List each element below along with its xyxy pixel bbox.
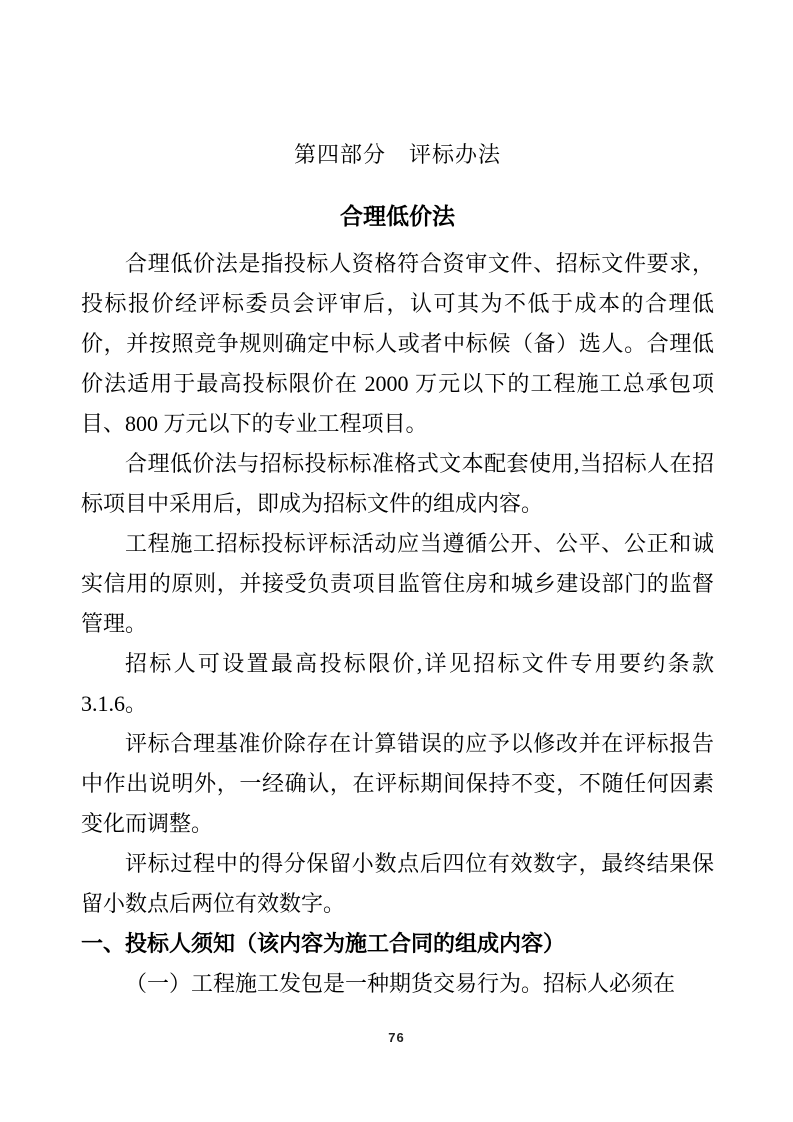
paragraph-3: 工程施工招标投标评标活动应当遵循公开、公平、公正和诚实信用的原则，并接受负责项目监管住房和城乡建设部门的监督管理。	[81, 531, 714, 636]
body-text	[81, 244, 714, 924]
page-number: 76	[388, 1030, 405, 1045]
section-paragraph-1: （一）工程施工发包是一种期货交易行为。招标人必须在	[125, 971, 676, 996]
paragraph-2: 合理低价法与招标投标标准格式文本配套使用,当招标人在招标项目中采用后，即成为招标文件的组成内容。	[81, 451, 714, 516]
paragraph-5: 评标合理基准价除存在计算错误的应予以修改并在评标报告中作出说明外，一经确认，在评标期间保持不变，不随任何因素变化而调整。	[81, 731, 714, 836]
paragraph-1: 合理低价法是指投标人资格符合资审文件、招标文件要求，投标报价经评标委员会评审后，认可其为不低于成本的合理低价，并按照竞争规则确定中标人或者中标候（备）选人。合理低价法适用于最高投标限价在 2000 万元以下的工程施工总承包项目、800 万元以下的专业工程项目。	[81, 251, 714, 436]
paragraph-6: 评标过程中的得分保留小数点后四位有效数字，最终结果保留小数点后两位有效数字。	[81, 851, 714, 916]
part-title: 第四部分 评标办法	[293, 142, 501, 167]
method-title: 合理低价法	[340, 203, 455, 229]
paragraph-4: 招标人可设置最高投标限价,详见招标文件专用要约条款 3.1.6。	[81, 651, 714, 716]
section-heading-bidder-notice: 一、投标人须知（该内容为施工合同的组成内容）	[81, 931, 566, 956]
